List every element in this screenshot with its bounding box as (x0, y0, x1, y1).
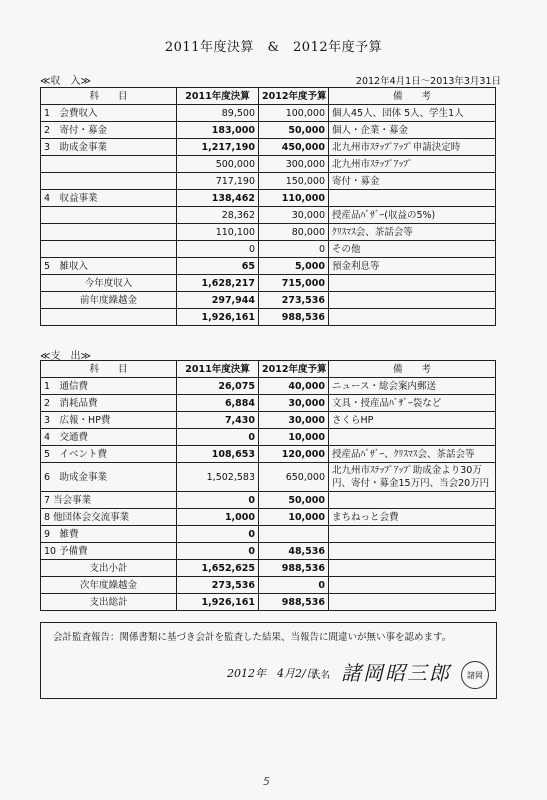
row-actual: 1,628,217 (177, 275, 259, 292)
row-budget: 5,000 (259, 258, 329, 275)
table-row (41, 275, 496, 292)
row-budget: 273,536 (259, 292, 329, 309)
audit-statement: 会計監査報告：関係書類に基づき会計を監査した結果、当報告に間違いが無い事を認めます。 (53, 632, 452, 643)
row-budget: 10,000 (259, 429, 329, 446)
row-budget: 150,000 (259, 173, 329, 190)
table-row (41, 224, 496, 241)
header-actual: 2011年度決算 (177, 361, 259, 378)
header-budget: 2012年度予算 (259, 361, 329, 378)
row-note: 文具・授産品ﾊﾞｻﾞｰ袋など (329, 395, 496, 412)
table-row (41, 463, 496, 492)
row-note: 個人45人、団体 5人、学生1人 (329, 105, 496, 122)
row-actual: 717,190 (177, 173, 259, 190)
row-item (41, 224, 177, 241)
table-row (41, 509, 496, 526)
row-item: 5 イベント費 (41, 446, 177, 463)
row-item: 4 交通費 (41, 429, 177, 446)
row-note: 北九州市ｽﾃｯﾌﾟｱｯﾌﾟ申請決定時 (329, 139, 496, 156)
row-note (329, 309, 496, 326)
row-item: 今年度収入 (41, 275, 177, 292)
row-note: 個人・企業・募金 (329, 122, 496, 139)
row-actual: 0 (177, 526, 259, 543)
row-actual: 26,075 (177, 378, 259, 395)
row-item: 9 雑費 (41, 526, 177, 543)
row-actual: 1,926,161 (177, 309, 259, 326)
row-actual: 108,653 (177, 446, 259, 463)
table-row (41, 526, 496, 543)
row-budget: 10,000 (259, 509, 329, 526)
row-item: 7 当会事業 (41, 492, 177, 509)
row-actual: 1,000 (177, 509, 259, 526)
header-note: 備 考 (329, 88, 496, 105)
row-note (329, 560, 496, 577)
row-item: 10 予備費 (41, 543, 177, 560)
row-note (329, 275, 496, 292)
page-number: 5 (263, 775, 270, 788)
table-row (41, 429, 496, 446)
row-item: 支出総計 (41, 594, 177, 611)
row-item: 支出小計 (41, 560, 177, 577)
audit-date: 2012年 4月2/日 (227, 667, 317, 680)
row-item (41, 309, 177, 326)
row-note (329, 492, 496, 509)
handwritten-signature: 諸岡昭三郎 (341, 661, 451, 685)
row-item: 次年度繰越金 (41, 577, 177, 594)
row-actual: 110,100 (177, 224, 259, 241)
row-budget: 100,000 (259, 105, 329, 122)
row-item (41, 156, 177, 173)
expense-section-label: ≪支 出≫ (40, 351, 91, 362)
table-row (41, 122, 496, 139)
fiscal-period: 2012年4月1日～2013年3月31日 (355, 76, 501, 87)
row-note: 寄付・募金 (329, 173, 496, 190)
row-item (41, 173, 177, 190)
row-note (329, 429, 496, 446)
row-item (41, 241, 177, 258)
audit-report-box (40, 622, 497, 699)
table-row (41, 543, 496, 560)
expense-table (40, 360, 496, 611)
table-row (41, 292, 496, 309)
row-budget: 450,000 (259, 139, 329, 156)
table-row (41, 105, 496, 122)
row-note: 授産品ﾊﾞｻﾞｰ、ｸﾘｽﾏｽ会、茶話会等 (329, 446, 496, 463)
row-actual: 0 (177, 429, 259, 446)
row-budget: 30,000 (259, 412, 329, 429)
table-row (41, 139, 496, 156)
row-budget: 715,000 (259, 275, 329, 292)
row-note: 北九州市ｽﾃｯﾌﾟｱｯﾌﾟ助成金より30万円、寄付・募金15万円、当会20万円 (329, 463, 496, 492)
row-note: その他 (329, 241, 496, 258)
row-item: 2 寄付・募金 (41, 122, 177, 139)
header-budget: 2012年度予算 (259, 88, 329, 105)
row-budget: 300,000 (259, 156, 329, 173)
table-row (41, 446, 496, 463)
row-budget: 988,536 (259, 594, 329, 611)
row-actual: 297,944 (177, 292, 259, 309)
table-row (41, 207, 496, 224)
table-row (41, 241, 496, 258)
row-budget: 30,000 (259, 395, 329, 412)
row-item: 8 他団体会交流事業 (41, 509, 177, 526)
row-item: 3 広報・HP費 (41, 412, 177, 429)
table-row (41, 492, 496, 509)
table-row (41, 258, 496, 275)
name-seal-stamp: 諸岡 (461, 661, 489, 689)
row-actual: 1,217,190 (177, 139, 259, 156)
row-note: さくらHP (329, 412, 496, 429)
income-header-row (41, 88, 496, 105)
row-note (329, 577, 496, 594)
table-row (41, 309, 496, 326)
header-item: 科 目 (41, 361, 177, 378)
table-row (41, 173, 496, 190)
row-budget: 40,000 (259, 378, 329, 395)
table-row (41, 412, 496, 429)
row-note (329, 526, 496, 543)
row-item: 1 会費収入 (41, 105, 177, 122)
row-actual: 28,362 (177, 207, 259, 224)
row-item: 2 消耗品費 (41, 395, 177, 412)
row-actual: 183,000 (177, 122, 259, 139)
row-actual: 1,502,583 (177, 463, 259, 492)
row-item: 3 助成金事業 (41, 139, 177, 156)
table-row (41, 577, 496, 594)
row-budget (259, 526, 329, 543)
table-row (41, 190, 496, 207)
row-actual: 138,462 (177, 190, 259, 207)
row-budget: 988,536 (259, 560, 329, 577)
row-note: 授産品ﾊﾞｻﾞｰ(収益の5%) (329, 207, 496, 224)
row-note: まちねっと会費 (329, 509, 496, 526)
row-actual: 0 (177, 492, 259, 509)
row-actual: 89,500 (177, 105, 259, 122)
expense-header-row (41, 361, 496, 378)
row-budget: 0 (259, 241, 329, 258)
row-actual: 0 (177, 543, 259, 560)
row-item: 6 助成金事業 (41, 463, 177, 492)
header-note: 備 考 (329, 361, 496, 378)
row-budget: 650,000 (259, 463, 329, 492)
row-note: ｸﾘｽﾏｽ会、茶話会等 (329, 224, 496, 241)
row-budget: 0 (259, 577, 329, 594)
row-actual: 1,926,161 (177, 594, 259, 611)
row-note (329, 594, 496, 611)
row-budget: 988,536 (259, 309, 329, 326)
table-row (41, 378, 496, 395)
row-note: 預金利息等 (329, 258, 496, 275)
row-item: 前年度繰越金 (41, 292, 177, 309)
row-budget: 80,000 (259, 224, 329, 241)
row-actual: 1,652,625 (177, 560, 259, 577)
row-actual: 7,430 (177, 412, 259, 429)
row-budget: 50,000 (259, 492, 329, 509)
row-budget: 50,000 (259, 122, 329, 139)
row-note (329, 190, 496, 207)
row-note (329, 292, 496, 309)
row-note (329, 543, 496, 560)
row-actual: 273,536 (177, 577, 259, 594)
header-actual: 2011年度決算 (177, 88, 259, 105)
row-budget: 110,000 (259, 190, 329, 207)
row-actual: 6,884 (177, 395, 259, 412)
row-item: 5 雑収入 (41, 258, 177, 275)
table-row (41, 395, 496, 412)
row-budget: 48,536 (259, 543, 329, 560)
income-table (40, 87, 496, 326)
row-note: ニュース・総会案内郵送 (329, 378, 496, 395)
row-item (41, 207, 177, 224)
document-title: 2011年度決算 & 2012年度予算 (164, 40, 383, 55)
row-budget: 120,000 (259, 446, 329, 463)
table-row (41, 156, 496, 173)
row-actual: 500,000 (177, 156, 259, 173)
row-actual: 65 (177, 258, 259, 275)
row-item: 4 収益事業 (41, 190, 177, 207)
income-section-label: ≪収 入≫ (40, 76, 91, 87)
row-actual: 0 (177, 241, 259, 258)
row-item: 1 通信費 (41, 378, 177, 395)
name-label: 氏名 (311, 670, 331, 681)
signature-line (191, 657, 491, 691)
table-row (41, 560, 496, 577)
header-item: 科 目 (41, 88, 177, 105)
row-budget: 30,000 (259, 207, 329, 224)
table-row (41, 594, 496, 611)
row-note: 北九州市ｽﾃｯﾌﾟｱｯﾌﾟ (329, 156, 496, 173)
